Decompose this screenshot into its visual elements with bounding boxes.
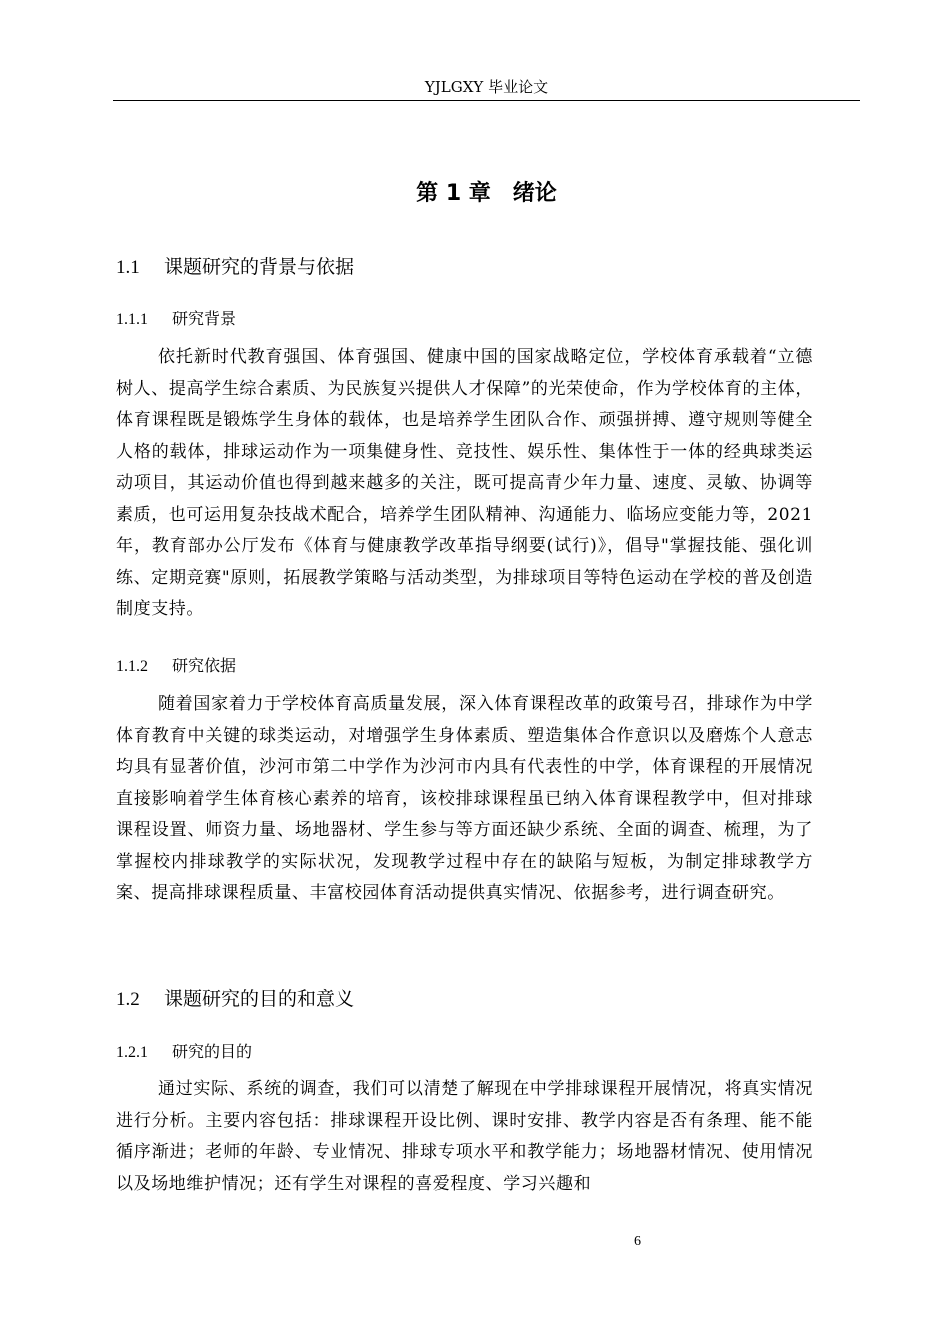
section-heading-1-1 — [116, 254, 354, 281]
section-title: 课题研究的目的和意义 — [164, 988, 355, 1010]
header-rule — [113, 100, 860, 101]
subsection-number: 1.1.1 — [116, 311, 148, 328]
subsection-title: 研究依据 — [172, 656, 237, 675]
section-number: 1.2 — [116, 989, 140, 1010]
subsection-heading-1-1-1 — [116, 308, 236, 331]
subsection-number: 1.2.1 — [116, 1044, 148, 1061]
section-heading-1-2 — [116, 986, 354, 1013]
paragraph-research-purpose: 通过实际、系统的调查，我们可以清楚了解现在中学排球课程开展情况，将真实情况进行分析。主要内容包括：排球课程开设比例、课时安排、教学内容是否有条理、能不能循序渐进；老师的年龄、专业情况、排球专项水平和教学能力；场地器材情况、使用情况以及场地维护情况；还有学生对课程的喜爱程度、学习兴趣和 — [116, 1079, 813, 1194]
page-number: 6 — [634, 1234, 641, 1249]
section-number: 1.1 — [116, 257, 140, 278]
chapter-title: 第 1 章 绪论 — [416, 181, 557, 206]
paragraph-research-background: 依托新时代教育强国、体育强国、健康中国的国家战略定位，学校体育承载着“立德树人、提高学生综合素质、为民族复兴提供人才保障”的光荣使命，作为学校体育的主体，体育课程既是锻炼学生身体的载体，也是培养学生团队合作、顽强拼搏、遵守规则等健全人格的载体，排球运动作为一项集健身性、竞技性、娱乐性、集体性于一体的经典球类运动项目，其运动价值也得到越来越多的关注，既可提高青少年力量、速度、灵敏、协调等素质，也可运用复杂技战术配合，培养学生团队精神、沟通能力、临场应变能力等，2021 年，教育部办公厅发布《体育与健康教学改革指导纲要(试行)》，倡导"掌握技能、强化训练、定期竞赛"原则，拓展教学策略与活动类型，为排球项目等特色运动在学校的普及创造制度支持。 — [116, 347, 813, 619]
running-header: YJLGXY 毕业论文 — [424, 78, 549, 96]
subsection-title: 研究背景 — [172, 309, 237, 328]
paragraph-research-basis: 随着国家着力于学校体育高质量发展，深入体育课程改革的政策号召，排球作为中学体育教育中关键的球类运动，对增强学生身体素质、塑造集体合作意识以及磨炼个人意志均具有显著价值，沙河市第二中学作为沙河市内具有代表性的中学，体育课程的开展情况直接影响着学生体育核心素养的培育，该校排球课程虽已纳入体育课程教学中，但对排球课程设置、师资力量、场地器材、学生参与等方面还缺少系统、全面的调查、梳理，为了掌握校内排球教学的实际状况，发现教学过程中存在的缺陷与短板，为制定排球教学方案、提高排球课程质量、丰富校园体育活动提供真实情况、依据参考，进行调查研究。 — [116, 694, 813, 903]
subsection-heading-1-2-1 — [116, 1041, 252, 1064]
subsection-number: 1.1.2 — [116, 658, 148, 675]
section-title: 课题研究的背景与依据 — [164, 256, 355, 278]
subsection-heading-1-1-2 — [116, 655, 236, 678]
subsection-title: 研究的目的 — [172, 1042, 253, 1061]
